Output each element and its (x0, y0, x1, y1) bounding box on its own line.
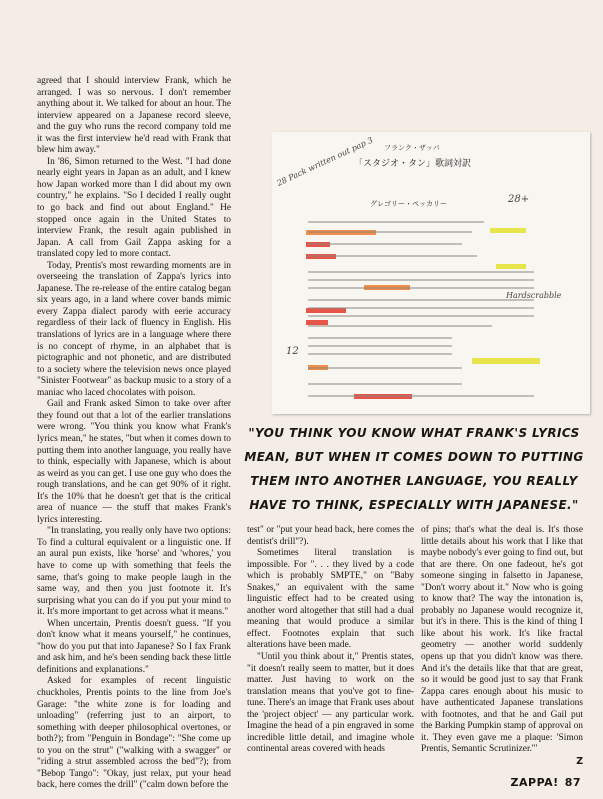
magazine-name: ZAPPA! (510, 776, 559, 789)
margin-note: Hardscrabble (506, 291, 562, 300)
pull-quote: "YOU THINK YOU KNOW WHAT FRANK'S LYRICS MEAN, BUT WHEN IT COMES DOWN TO PUTTING THEM INTO ANOTHER LANGUAGE, YOU REALLY HAVE TO THINK, ESPECIALLY WITH JAPANESE." (244, 426, 584, 512)
end-mark: Z (576, 755, 583, 767)
right-column (421, 525, 583, 767)
middle-column (247, 525, 414, 756)
margin-note: 12 (286, 346, 299, 357)
paragraph: "In translating, you really only have two options: To find a cultural equivalent or a linguistic one. If an aural pun exists, like 'horse' and 'whores,' you have to come up with something that feels the same, that's going to make people laugh in the same way, and then you just footnote it. It's surprising what you can do if you put your mind to it. It's more important to get across what it means." (37, 526, 232, 618)
background-lettering (238, 60, 598, 100)
paragraph: test" or "put your head back, here comes the dentist's drill"?). (247, 525, 414, 547)
paragraph: "Until you think about it," Prentis states, "it doesn't really seem to matter, but it does matter. Just having to work on the translation means that you've got to fine-tune. There's an image that Frank uses about the 'project object' — any particular work. Imagine the head of a pin engraved in some incredible little detail, and imagine whole continental areas covered with heads (247, 652, 414, 755)
paragraph: of pins; that's what the deal is. It's those little details about his work that I like that maybe nobody's ever going to find out, but that are there. On one fadeout, he's got someone singing in falsetto in Japanese, "Don't worry about it." Now who is going to know that? The way the intonation is, probably no Japanese would recognize it, but it's in there. This is the kind of thing I like about his work. It's like fractal geometry — another world suddenly opens up that you didn't know was there. And it's the details like that that are great, so it would be good just to say that Frank Zappa cares enough about his music to have authenticated Japanese translations with footnotes, and that he and Gail put the Barking Pumpkin stamp of approval on it. They even gave me a plaque: 'Simon Prentis, Semantic Scrutinizer.'" (421, 525, 583, 755)
paragraph: Asked for examples of recent linguistic chuckholes, Prentis points to the line from Joe's Garage: "the white zone is for loading and unloading" (referring just to an airport, to something with deeper philosophical overtones, or both?); from "Penguin in Bondage": "She come up to you on the strut" ("walking with a swagger" or "riding a strut assembled across the bed"?); from "Bebop Tango": "Okay, just relax, put your head back, here comes the drill" ("calm down before the (37, 676, 231, 791)
sheet-title: 「スタジオ・タン」歌詞対訳 (354, 159, 472, 169)
left-column (37, 76, 231, 792)
paragraph: When uncertain, Prentis doesn't guess. "If you don't know what it means yourself," he continues, "how do you put that into Japanese? So I fax Frank and ask him, and he's been sending back these little definitions and explanations." (37, 618, 231, 675)
page-number: 87 (564, 776, 581, 789)
paragraph: agreed that I should interview Frank, which he arranged. I was so nervous. I don't remember anything about it. We talked for about an hour. The interview appeared on a Japanese record sleeve, and the guy who runs the record company told me it was the first interview he'd read with Frank that blew him away." (37, 76, 231, 156)
sheet-subtitle: グレゴリー・ペッカリー (370, 200, 447, 208)
translation-sheet-drawing (272, 132, 590, 414)
paragraph: Sometimes literal translation is impossible. For ". . . they lived by a code which is probably SMPTE," on "Baby Snakes," an equivalent with the same linguistic effect had to be created using another word altogether that still had a dual meaning that would produce a similar effect. Footnotes explain that such alterations have been made. (247, 548, 414, 651)
page-footer (511, 776, 581, 789)
sheet-header: フランク・ザッパ (384, 144, 440, 152)
margin-note: 28 Pack written out pap 3 (275, 135, 375, 188)
paragraph: Today, Prentis's most rewarding moments are in overseeing the translation of Zappa's lyrics into Japanese. The re-release of the entire catalog began six years ago, in a land where cover bands mimic every Zappa dialect parody with eerie accuracy regardless of their lack of fluency in English. His translations of lyrics are in a language where there is no concept of rhyme, in an alphabet that is pictographic and not phonetic, and are distributed to a society where the television news once played "Sinister Footwear" as backup music to a story of a maniac who laced chocolates with poison. (37, 260, 231, 398)
translation-sheet-photo (272, 132, 590, 414)
paragraph: Gail and Frank asked Simon to take over after they found out that a lot of the earlier translations were wrong. "You think you know what Frank's lyrics mean," he states, "but when it comes down to putting them into another language, you really have to think, especially with Japanese, which is about as weird as you can get. I use one guy who does the rough translations, and he can get 90% of it right. It's the 10% that he doesn't get that is the critical area of nuance — the stuff that makes Frank's lyrics interesting. (37, 399, 231, 525)
paragraph: In '86, Simon returned to the West. "I had done nearly eight years in Japan as an adult, and I knew how Japan worked more than I did about my own country," he explains. "So I decided I really ought to go back and find out about England." He stopped once again in the United States to interview Frank, the result again published in Japan. A call from Gail Zappa asking for a translated copy led to more contact. (37, 156, 231, 260)
margin-note: 28+ (508, 194, 530, 205)
